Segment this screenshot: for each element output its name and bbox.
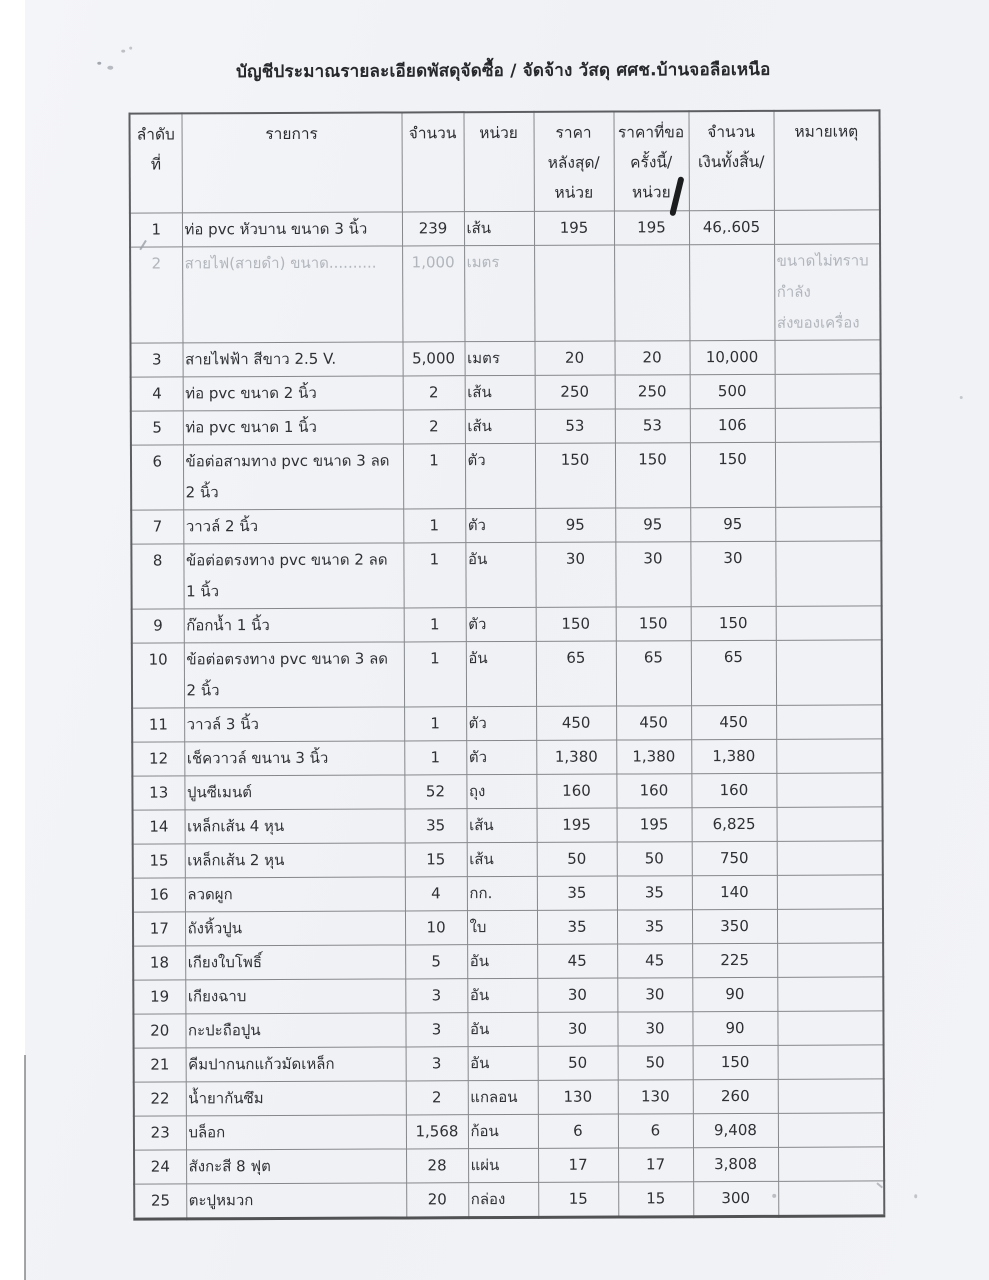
cell-amount: 450 (691, 705, 776, 739)
cell-unit: ก้อน (468, 1114, 538, 1148)
col-header-no: ลำดับ ที่ (129, 113, 181, 213)
cell-remark (777, 943, 883, 977)
cell-unit: กล่อง (468, 1182, 538, 1217)
cell-remark (776, 606, 882, 640)
cell-item: ลวดผูก (185, 877, 405, 912)
cell-qty: 28 (406, 1149, 468, 1183)
cell-no: 10 (132, 643, 184, 708)
col-header-remark: หมายเหตุ (773, 110, 879, 210)
cell-remark (774, 340, 880, 374)
cell-item: สังกะสี 8 ฟุต (186, 1149, 406, 1184)
cell-no: 1 (130, 213, 182, 247)
cell-item: ข้อต่อตรงทาง pvc ขนาด 2 ลด 1 นิ้ว (183, 543, 403, 609)
cell-unit: กก. (467, 876, 537, 910)
cell-unit: อัน (467, 1012, 537, 1046)
page-title: บัญชีประมาณรายละเอียดพัสดุจัดซื้อ / จัดจ้าง วัสดุ ศศช.บ้านจอลือเหนือ (236, 59, 771, 83)
cell-req_price: 195 (617, 808, 692, 842)
cell-unit: ถุง (466, 774, 536, 808)
cell-amount: 95 (690, 507, 775, 541)
table-row (133, 977, 883, 1014)
procurement-table (128, 109, 885, 1220)
cell-amount: 300 (693, 1181, 778, 1216)
cell-unit: อัน (465, 542, 535, 607)
table-row (132, 773, 882, 810)
cell-req_price: 53 (615, 409, 690, 443)
cell-qty: 4 (405, 877, 467, 911)
cell-req_price: 250 (615, 375, 690, 409)
cell-item: วาวล์ 2 นิ้ว (183, 509, 403, 544)
cell-qty: 5,000 (402, 342, 464, 376)
cell-no: 5 (131, 411, 183, 445)
cell-remark (777, 909, 883, 943)
cell-item: เหล็กเส้น 2 หุน (185, 843, 405, 878)
cell-remark (778, 1147, 884, 1181)
cell-req_price: 50 (617, 842, 692, 876)
cell-amount: 500 (690, 374, 775, 408)
page-content (25, 0, 989, 1280)
table-row (132, 606, 882, 643)
cell-no: 14 (133, 810, 185, 844)
cell-no: 6 (131, 445, 183, 510)
header-row (129, 110, 879, 213)
cell-last_price (534, 245, 614, 341)
cell-req_price: 15 (618, 1182, 693, 1217)
cell-req_price: 30 (615, 542, 690, 607)
table-body (130, 210, 884, 1219)
table-row (133, 909, 883, 946)
paper-edge-shadow (24, 1055, 26, 1280)
cell-amount: 350 (692, 909, 777, 943)
cell-no: 15 (133, 844, 185, 878)
cell-last_price: 1,380 (536, 740, 616, 774)
cell-amount: 225 (692, 943, 777, 977)
cell-last_price: 250 (535, 375, 615, 409)
cell-qty: 2 (403, 376, 465, 410)
cell-last_price: 150 (536, 607, 616, 641)
cell-unit: ตัว (466, 706, 536, 740)
cell-no: 22 (134, 1082, 186, 1116)
cell-amount: 10,000 (689, 340, 774, 374)
scan-speck (129, 47, 132, 50)
paper-background (25, 0, 989, 1280)
col-header-req_price: ราคาที่ขอ ครั้งนี้/ หน่วย (613, 111, 688, 211)
cell-no: 12 (132, 742, 184, 776)
cell-no: 11 (132, 708, 184, 742)
cell-last_price: 130 (538, 1080, 618, 1114)
cell-last_price: 45 (537, 944, 617, 978)
cell-last_price: 65 (536, 641, 616, 706)
cell-last_price: 30 (537, 1012, 617, 1046)
cell-unit: เส้น (464, 211, 534, 245)
cell-remark (775, 541, 881, 606)
cell-remark (777, 875, 883, 909)
cell-remark (776, 739, 882, 773)
cell-amount: 260 (693, 1079, 778, 1113)
cell-item: ถังหิ้วปูน (185, 911, 405, 946)
cell-last_price: 195 (537, 808, 617, 842)
cell-qty: 3 (405, 1013, 467, 1047)
cell-item: ก๊อกน้ำ 1 นิ้ว (184, 608, 404, 643)
cell-req_price: 6 (618, 1114, 693, 1148)
cell-remark (775, 507, 881, 541)
table-row (134, 1147, 884, 1184)
cell-remark (778, 1181, 884, 1216)
table-row (132, 739, 882, 776)
cell-no: 24 (134, 1150, 186, 1184)
cell-amount: 160 (691, 773, 776, 807)
cell-unit: ตัว (466, 740, 536, 774)
cell-item: ตะปูหมวก (186, 1183, 406, 1219)
cell-qty: 1,000 (402, 246, 464, 342)
cell-last_price: 6 (538, 1114, 618, 1148)
cell-req_price: 150 (616, 607, 691, 641)
cell-no: 25 (134, 1184, 186, 1219)
cell-amount: 150 (690, 442, 775, 507)
table-row (133, 841, 883, 878)
cell-unit: เมตร (464, 245, 534, 341)
cell-no: 19 (133, 980, 185, 1014)
cell-amount: 1,380 (691, 739, 776, 773)
cell-unit: แผ่น (468, 1148, 538, 1182)
cell-last_price: 95 (535, 508, 615, 542)
cell-qty: 52 (404, 775, 466, 809)
cell-req_price: 160 (616, 774, 691, 808)
cell-unit: เส้น (467, 808, 537, 842)
cell-amount: 106 (690, 408, 775, 442)
cell-unit: อัน (467, 978, 537, 1012)
scan-speck (121, 50, 125, 53)
cell-req_price: 50 (618, 1046, 693, 1080)
cell-unit: เส้น (465, 375, 535, 409)
cell-qty: 239 (402, 212, 464, 246)
cell-item: สายไฟฟ้า สีขาว 2.5 V. (182, 342, 402, 377)
cell-no: 7 (131, 510, 183, 544)
cell-qty: 2 (403, 410, 465, 444)
cell-amount (689, 244, 774, 340)
cell-item: สายไฟ(สายดำ) ขนาด.......... (182, 246, 402, 343)
cell-item: วาวล์ 3 นิ้ว (184, 707, 404, 742)
cell-req_price: 65 (616, 641, 691, 706)
cell-unit: แกลอน (468, 1080, 538, 1114)
cell-last_price: 150 (535, 443, 615, 508)
cell-unit: ตัว (465, 443, 535, 508)
cell-req_price: 30 (617, 978, 692, 1012)
cell-item: ข้อต่อสามทาง pvc ขนาด 3 ลด 2 นิ้ว (183, 444, 403, 510)
cell-unit: เส้น (467, 842, 537, 876)
table-row (134, 1113, 884, 1150)
cell-qty: 35 (405, 809, 467, 843)
cell-item: เกียงใบโพธิ์ (185, 945, 405, 980)
cell-req_price: 150 (615, 443, 690, 508)
cell-qty: 3 (405, 979, 467, 1013)
cell-amount: 6,825 (692, 807, 777, 841)
cell-last_price: 160 (536, 774, 616, 808)
cell-no: 20 (133, 1014, 185, 1048)
cell-qty: 1 (404, 608, 466, 642)
cell-req_price (614, 245, 689, 341)
table-row (131, 442, 881, 510)
cell-req_price: 30 (617, 1012, 692, 1046)
cell-req_price: 450 (616, 706, 691, 740)
cell-no: 8 (131, 544, 183, 609)
scan-speck (97, 62, 101, 65)
cell-amount: 90 (692, 1011, 777, 1045)
cell-qty: 10 (405, 911, 467, 945)
cell-last_price: 30 (535, 542, 615, 607)
cell-last_price: 20 (534, 341, 614, 375)
table-row (131, 374, 881, 411)
cell-amount: 46,.605 (689, 210, 774, 244)
cell-req_price: 195 (614, 211, 689, 245)
cell-remark (777, 807, 883, 841)
cell-qty: 1 (403, 543, 465, 608)
cell-last_price: 50 (538, 1046, 618, 1080)
cell-amount: 150 (693, 1045, 778, 1079)
cell-remark (778, 1113, 884, 1147)
cell-amount: 65 (691, 640, 776, 705)
table-header (129, 110, 879, 213)
scan-speck (772, 1194, 776, 1198)
cell-amount: 140 (692, 875, 777, 909)
cell-unit: อัน (466, 641, 536, 706)
cell-qty: 15 (405, 843, 467, 877)
cell-no: 9 (132, 609, 184, 643)
cell-remark (777, 977, 883, 1011)
cell-amount: 750 (692, 841, 777, 875)
cell-req_price: 1,380 (616, 740, 691, 774)
cell-item: บล็อก (186, 1115, 406, 1150)
cell-qty: 1 (404, 741, 466, 775)
cell-item: ปูนซีเมนต์ (184, 775, 404, 810)
cell-remark (776, 705, 882, 739)
cell-qty: 5 (405, 945, 467, 979)
cell-last_price: 450 (536, 706, 616, 740)
cell-qty: 3 (406, 1047, 468, 1081)
cell-item: เหล็กเส้น 4 หุน (185, 809, 405, 844)
cell-item: เช็ควาวล์ ขนาน 3 นิ้ว (184, 741, 404, 776)
cell-no: 2 (130, 247, 182, 343)
cell-no: 18 (133, 946, 185, 980)
cell-req_price: 17 (618, 1148, 693, 1182)
cell-last_price: 50 (537, 842, 617, 876)
scan-speck (107, 66, 113, 70)
cell-no: 21 (134, 1048, 186, 1082)
cell-remark (775, 374, 881, 408)
table-row (133, 807, 883, 844)
table-row (130, 210, 880, 247)
cell-amount: 30 (690, 541, 775, 606)
col-header-unit: หน่วย (463, 112, 533, 212)
cell-unit: ใบ (467, 910, 537, 944)
cell-unit: เส้น (465, 409, 535, 443)
cell-last_price: 53 (535, 409, 615, 443)
cell-item: ข้อต่อตรงทาง pvc ขนาด 3 ลด 2 นิ้ว (184, 642, 404, 708)
cell-last_price: 35 (537, 876, 617, 910)
col-header-item: รายการ (181, 112, 401, 212)
table-row (130, 244, 880, 343)
cell-no: 3 (130, 343, 182, 377)
cell-unit: ตัว (465, 508, 535, 542)
table-row (134, 1181, 884, 1219)
cell-remark (776, 773, 882, 807)
cell-last_price: 195 (534, 211, 614, 245)
cell-req_price: 130 (618, 1080, 693, 1114)
cell-unit: อัน (467, 944, 537, 978)
col-header-qty: จำนวน (401, 112, 463, 212)
table-row (134, 1045, 884, 1082)
cell-remark (776, 640, 882, 705)
cell-item: คีมปากนกแก้วมัดเหล็ก (186, 1047, 406, 1082)
cell-req_price: 20 (614, 341, 689, 375)
cell-remark (775, 408, 881, 442)
cell-amount: 9,408 (693, 1113, 778, 1147)
table-row (132, 705, 882, 742)
scan-speck (960, 396, 963, 399)
cell-last_price: 15 (538, 1182, 618, 1217)
cell-remark (777, 1011, 883, 1045)
cell-req_price: 95 (615, 508, 690, 542)
cell-req_price: 35 (617, 876, 692, 910)
cell-item: น้ำยากันซึม (186, 1081, 406, 1116)
cell-no: 17 (133, 912, 185, 946)
table-row (131, 507, 881, 544)
cell-qty: 1,568 (406, 1115, 468, 1149)
table-row (133, 943, 883, 980)
cell-no: 16 (133, 878, 185, 912)
cell-remark (777, 841, 883, 875)
cell-unit: ตัว (466, 607, 536, 641)
cell-qty: 1 (403, 444, 465, 509)
col-header-amount: จำนวน เงินทั้งสิ้น/ (688, 111, 773, 211)
cell-item: ท่อ pvc ขนาด 2 นิ้ว (183, 376, 403, 411)
table-row (133, 875, 883, 912)
cell-last_price: 30 (537, 978, 617, 1012)
table-row (131, 408, 881, 445)
cell-remark (778, 1079, 884, 1113)
cell-qty: 2 (406, 1081, 468, 1115)
cell-item: กะปะถือปูน (185, 1013, 405, 1048)
cell-item: เกียงฉาบ (185, 979, 405, 1014)
cell-req_price: 45 (617, 944, 692, 978)
cell-remark (778, 1045, 884, 1079)
col-header-last_price: ราคา หลังสุด/ หน่วย (533, 112, 613, 212)
cell-unit: เมตร (464, 341, 534, 375)
cell-req_price: 35 (617, 910, 692, 944)
cell-item: ท่อ pvc ขนาด 1 นิ้ว (183, 410, 403, 445)
cell-remark: ขนาดไม่ทราบกำลัง ส่งของเครื่อง (774, 244, 880, 340)
table-row (131, 541, 881, 609)
cell-qty: 1 (404, 642, 466, 707)
cell-no: 13 (132, 776, 184, 810)
table-row (134, 1079, 884, 1116)
table-row (132, 640, 882, 708)
cell-no: 4 (131, 377, 183, 411)
cell-no: 23 (134, 1116, 186, 1150)
table-row (130, 340, 880, 377)
cell-amount: 150 (691, 606, 776, 640)
table-row (133, 1011, 883, 1048)
cell-last_price: 17 (538, 1148, 618, 1182)
cell-qty: 1 (403, 509, 465, 543)
cell-amount: 3,808 (693, 1147, 778, 1181)
cell-unit: อัน (468, 1046, 538, 1080)
cell-qty: 20 (406, 1183, 468, 1218)
cell-item: ท่อ pvc หัวบาน ขนาด 3 นิ้ว (182, 212, 402, 247)
cell-remark (774, 210, 880, 244)
cell-qty: 1 (404, 707, 466, 741)
cell-last_price: 35 (537, 910, 617, 944)
cell-amount: 90 (692, 977, 777, 1011)
cell-remark (775, 442, 881, 507)
scan-speck (914, 1194, 917, 1198)
